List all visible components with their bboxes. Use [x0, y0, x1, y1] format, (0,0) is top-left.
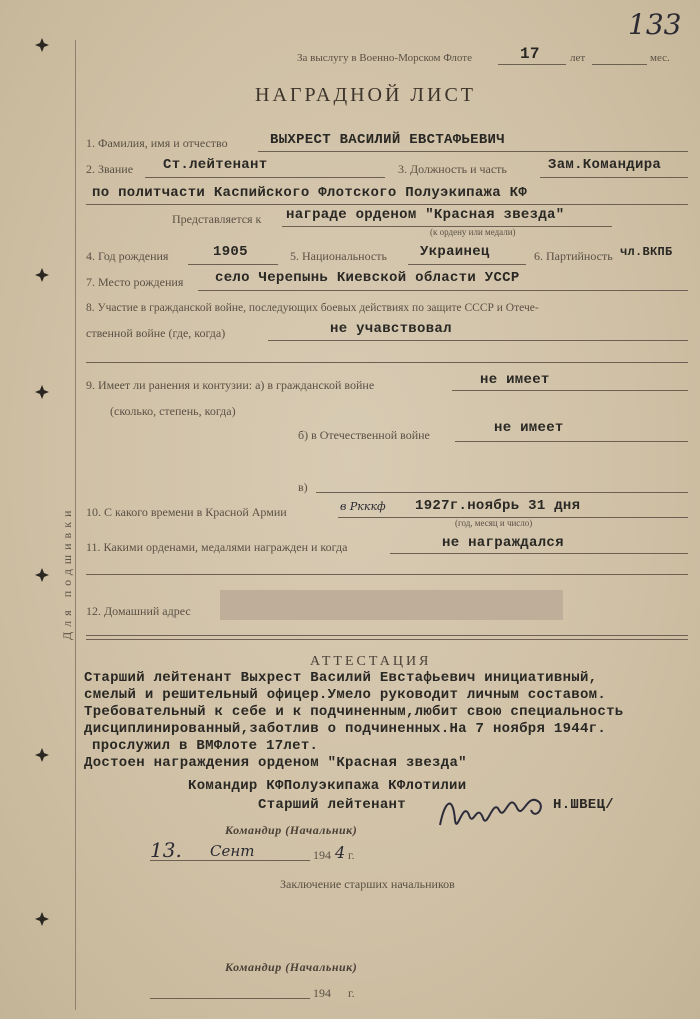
nominated-note: (к ордену или медали)	[430, 227, 516, 237]
field-1-value: ВЫХРЕСТ ВАСИЛИЙ ЕВСТАФЬЕВИЧ	[270, 132, 505, 148]
field-10-label: 10. С какого времени в Красной Армии	[86, 505, 287, 519]
date-month: Сент	[210, 842, 255, 860]
binding-hole-icon	[35, 268, 49, 282]
commander-label-2: Командир (Начальник)	[225, 960, 358, 974]
page-number: 133	[628, 8, 682, 41]
field-8-label-line2: ственной войне (где, когда)	[86, 326, 226, 340]
date2-year-prefix: 194	[313, 986, 331, 1000]
attestation-line: прослужил в ВМФлоте 17лет.	[92, 738, 319, 754]
service-years-unit: лет	[570, 52, 586, 64]
service-prefix: За выслугу в Военно-Морском Флоте	[297, 52, 472, 64]
service-months-unit: мес.	[650, 52, 670, 64]
field-7-value: село Черепынь Киевской области УССР	[215, 270, 520, 286]
date-day: 13.	[150, 838, 182, 862]
field-5-label: 5. Национальность	[290, 249, 387, 263]
binding-hole-icon	[35, 38, 49, 52]
field-9c-label: в)	[298, 480, 308, 494]
date-suffix: г.	[348, 848, 355, 862]
date-year-prefix: 194	[313, 848, 331, 862]
redacted-address	[220, 590, 563, 620]
field-9a-value: не имеет	[480, 372, 550, 388]
field-12-label: 12. Домашний адрес	[86, 604, 191, 618]
field-10-value: 1927г.ноябрь 31 дня	[415, 498, 581, 514]
field-11-label: 11. Какими орденами, медалями награжден и когда	[86, 540, 348, 554]
attestation-line: Старший лейтенант Выхрест Василий Евстафьевич инициативный,	[84, 670, 598, 686]
attestation-line: Требовательный к себе и к подчиненным,любит свою специальность	[84, 704, 624, 720]
field-4-value: 1905	[213, 244, 248, 260]
field-3-value-line2: по политчасти Каспийского Флотского Полуэкипажа КФ	[92, 185, 528, 201]
field-8-value: не учавствовал	[330, 321, 452, 337]
date2-suffix: г.	[348, 986, 355, 1000]
service-years: 17	[520, 45, 540, 63]
field-6-label: 6. Партийность	[534, 249, 613, 263]
field-10-note: (год, месяц и число)	[455, 518, 533, 528]
field-3-label: 3. Должность и часть	[398, 162, 507, 176]
attestation-line: смелый и решительный офицер.Умело руководит личным составом.	[84, 687, 607, 703]
signatory-rank: Старший лейтенант	[258, 797, 406, 813]
attestation-line: дисциплинированный,заботлив о подчиненных.На 7 ноября 1944г.	[84, 721, 607, 737]
nominated-value: награде орденом "Красная звезда"	[286, 207, 565, 223]
conclusion-label: Заключение старших начальников	[280, 877, 455, 891]
signature-image	[435, 780, 555, 840]
date-year-handwritten: 4	[335, 843, 346, 862]
field-11-value: не награждался	[442, 535, 564, 551]
attestation-line: Достоен награждения орденом "Красная звезда"	[84, 755, 467, 771]
field-9-label: 9. Имеет ли ранения и контузии: а) в гражданской войне	[86, 378, 375, 392]
attestation-title: АТТЕСТАЦИЯ	[310, 654, 432, 669]
field-9b-value: не имеет	[494, 420, 564, 436]
field-2-label: 2. Звание	[86, 162, 134, 176]
field-1-label: 1. Фамилия, имя и отчество	[86, 136, 228, 150]
field-4-label: 4. Год рождения	[86, 249, 169, 263]
field-10-handwritten: в Ркккф	[340, 500, 386, 513]
binding-hole-icon	[35, 385, 49, 399]
signer-name: Н.ШВЕЦ/	[553, 797, 614, 813]
binding-hole-icon	[35, 748, 49, 762]
page-title: НАГРАДНОЙ ЛИСТ	[255, 84, 476, 106]
margin-line	[75, 40, 76, 1010]
binding-hole-icon	[35, 568, 49, 582]
binding-hole-icon	[35, 912, 49, 926]
field-5-value: Украинец	[420, 244, 490, 260]
field-6-value: чл.ВКПБ	[620, 245, 673, 259]
commander-label: Командир (Начальник)	[225, 823, 358, 837]
signatory-title: Командир КФПолуэкипажа КФлотилии	[188, 778, 467, 794]
attestation-text	[84, 670, 623, 772]
nominated-label: Представляется к	[172, 212, 262, 226]
field-3-value: Зам.Командира	[548, 157, 662, 173]
field-2-value: Ст.лейтенант	[163, 157, 268, 173]
field-9b-label: б) в Отечественной войне	[298, 428, 430, 442]
field-9-label-line2: (сколько, степень, когда)	[110, 404, 236, 418]
field-7-label: 7. Место рождения	[86, 275, 184, 289]
binding-margin-label: Для подшивки	[60, 505, 74, 640]
field-8-label: 8. Участие в гражданской войне, последующих боевых действиях по защите СССР и Отече-	[86, 302, 539, 314]
